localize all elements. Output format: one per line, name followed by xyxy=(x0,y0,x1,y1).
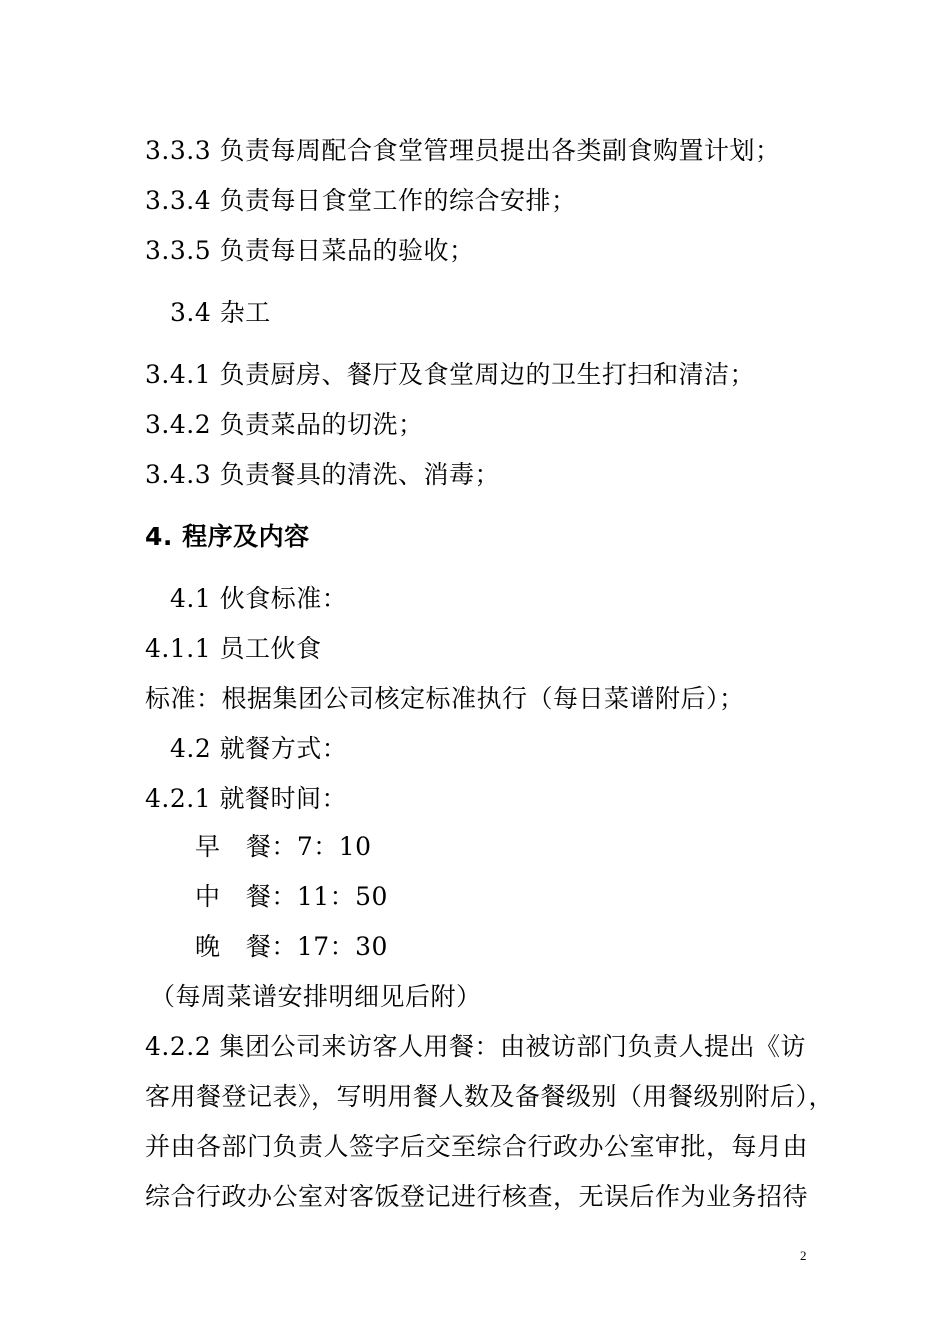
section-heading: 4.2 就餐方式： xyxy=(170,734,348,763)
text-line: （每周菜谱安排明细见后附） xyxy=(150,982,482,1011)
meal-time-lunch: 中 餐：11：50 xyxy=(195,882,388,911)
text-line: 3.4.2 负责菜品的切洗； xyxy=(145,410,424,439)
text-line: 客用餐登记表》，写明用餐人数及备餐级别（用餐级别附后）， xyxy=(145,1082,835,1111)
text-line: 3.4.3 负责餐具的清洗、消毒； xyxy=(145,460,501,489)
meal-time-breakfast: 早 餐：7：10 xyxy=(195,832,372,861)
section-heading: 4.1 伙食标准： xyxy=(170,584,348,613)
text-line: 4.2.1 就餐时间： xyxy=(145,784,348,813)
chapter-heading: 4. 程序及内容 xyxy=(145,522,310,551)
section-heading: 3.4 杂工 xyxy=(170,298,271,327)
text-line: 3.3.5 负责每日菜品的验收； xyxy=(145,236,475,265)
text-line: 4.1.1 员工伙食 xyxy=(145,634,322,663)
text-line: 4.2.2 集团公司来访客人用餐：由被访部门负责人提出《访 xyxy=(145,1032,807,1061)
text-line: 综合行政办公室对客饭登记进行核查，无误后作为业务招待 xyxy=(145,1182,809,1211)
meal-time-dinner: 晚 餐：17：30 xyxy=(195,932,388,961)
text-line: 并由各部门负责人签字后交至综合行政办公室审批，每月由 xyxy=(145,1132,809,1161)
text-line: 3.4.1 负责厨房、餐厅及食堂周边的卫生打扫和清洁； xyxy=(145,360,756,389)
text-line: 3.3.3 负责每周配合食堂管理员提出各类副食购置计划； xyxy=(145,136,781,165)
page-number: 2 xyxy=(800,1248,807,1263)
text-line: 3.3.4 负责每日食堂工作的综合安排； xyxy=(145,186,577,215)
text-line: 标准：根据集团公司核定标准执行（每日菜谱附后）； xyxy=(145,684,745,713)
